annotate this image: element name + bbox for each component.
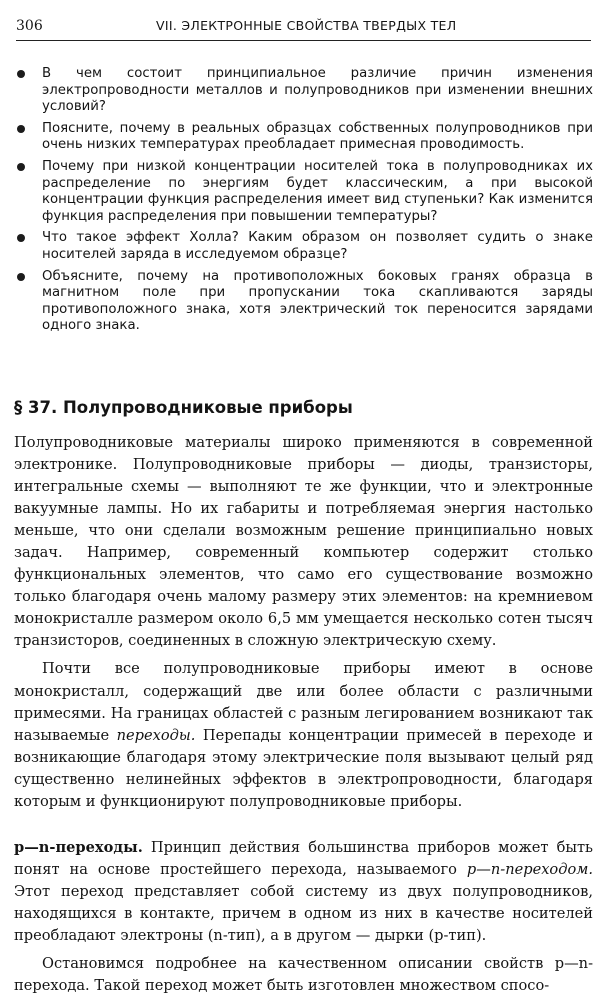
paragraph-2-text-b: Перепады концентрации примесей в переходе и возникающие благодаря этому электрические поля вызывают целый ряд существенно нелинейных эффектов в электропроводности, благодаря которым и функционируют полупроводниковые приборы. [14, 726, 593, 810]
question-item [14, 269, 593, 335]
paragraph-4: Остановимся подробнее на качественном описании свойств p—n-перехода. Такой переход может быть изготовлен множеством спосо- [14, 955, 593, 995]
section-body [14, 432, 593, 1003]
paragraph-3-text-a: Принцип действия большинства приборов может быть понят на основе простейшего перехода, называемого [14, 838, 593, 878]
paragraph-2 [14, 658, 593, 812]
question-item [14, 66, 593, 116]
question-text: Объясните, почему на противоположных боковых гранях образца в магнитном поле при пропускании тока скапливаются заряды противоположного знака, хотя электрический ток переносится зарядами одного знака. [42, 268, 593, 334]
section-title: § 37. Полупроводниковые приборы [14, 398, 353, 417]
paragraph-1: Полупроводниковые материалы широко применяются в современной электронике. Полупроводниковые приборы — диоды, транзисторы, интегральные схемы — выполняют те же функции, что и электронные вакуумные лампы. Но их габариты и потребляемая энергия настолько меньше, что они сделали возможным решение принципиально новых задач. Например, современный компьютер содержит столько функциональных элементов, что само его существование возможно только благодаря очень малому размеру этих элементов: на кремниевом монокристалле размером около 6,5 мм умещается несколько сотен тысяч транзисторов, соединенных в сложную электрическую схему. [14, 434, 593, 650]
paragraph-2-text-a: Почти все полупроводниковые приборы имеют в основе монокристалл, содержащий две или более области с различными примесями. На границах областей с разным легированием возникают так называемые [14, 660, 593, 744]
running-head: VII. ЭЛЕКТРОННЫЕ СВОЙСТВА ТВЕРДЫХ ТЕЛ [156, 18, 457, 33]
paragraph-3-text-b: Этот переход представляет собой систему из двух полупроводников, находящихся в контакте, причем в одном из них в качестве носителей преобладают электроны (n-тип), а в другом — дырки (p-тип). [14, 882, 593, 944]
question-item [14, 121, 593, 154]
term-pn-junction: p—n-переходом. [466, 860, 593, 878]
review-questions-list [14, 66, 593, 340]
term-perehody: переходы. [116, 726, 196, 744]
bullet-icon [17, 70, 25, 78]
question-text: Поясните, почему в реальных образцах собственных полупроводников при очень низких температурах преобладает примесная проводимость. [42, 120, 593, 153]
bullet-icon [17, 125, 25, 133]
bullet-icon [17, 273, 25, 281]
page-header [16, 14, 591, 41]
question-item [14, 230, 593, 263]
subsection-heading: p—n-переходы. [14, 838, 143, 856]
bullet-icon [17, 163, 25, 171]
question-item [14, 159, 593, 225]
question-text: В чем состоит принципиальное различие причин изменения электропроводности металлов и полупроводников при изменении внешних условий? [42, 66, 593, 115]
question-text: Почему при низкой концентрации носителей тока в полупроводниках их распределение по энергиям будет классическим, а при высокой концентрации функция распределения имеет вид ступеньки? Как изменится функция распределения при повышении температуры? [42, 158, 593, 224]
bullet-icon [17, 234, 25, 242]
page-number: 306 [16, 18, 43, 34]
question-text: Что такое эффект Холла? Каким образом он позволяет судить о знаке носителей заряда в исследуемом образце? [42, 230, 593, 262]
paragraph-3 [14, 837, 593, 947]
